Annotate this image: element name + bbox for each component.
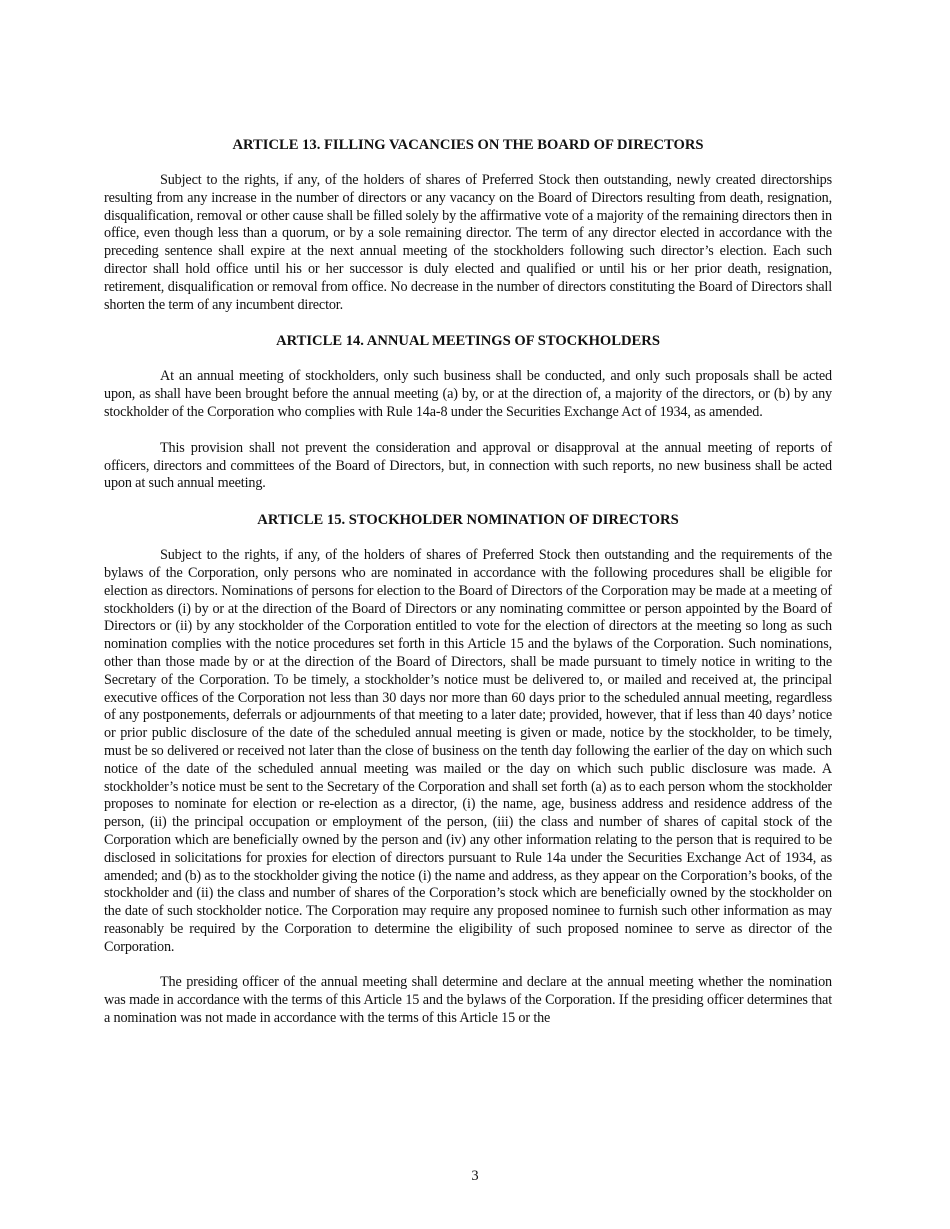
article-15-heading: ARTICLE 15. STOCKHOLDER NOMINATION OF DIRECTORS xyxy=(257,512,679,529)
article-15-paragraph-2: The presiding officer of the annual meeting shall determine and declare at the annual meeting whether the nomination was made in accordance with the terms of this Article 15 and the bylaws of the Corporation. If the presiding officer determines that a nomination was not made in accordance with the terms of this Article 15 or the xyxy=(104,974,832,1027)
article-13-paragraph-1: Subject to the rights, if any, of the holders of shares of Preferred Stock then outstanding, newly created directorships resulting from any increase in the number of directors or any vacancy on the Board of Directors resulting from death, resignation, disqualification, removal or other cause shall be filled solely by the affirmative vote of a majority of the remaining directors then in office, even though less than a quorum, or by a sole remaining director. The term of any director elected in accordance with the preceding sentence shall expire at the next annual meeting of the stockholders following such director’s election. Each such director shall hold office until his or her successor is duly elected and qualified or until his or her prior death, resignation, retirement, disqualification or removal from office. No decrease in the number of directors constituting the Board of Directors shall shorten the term of any incumbent director. xyxy=(104,172,832,313)
document-body xyxy=(104,136,832,1046)
article-14-heading: ARTICLE 14. ANNUAL MEETINGS OF STOCKHOLDERS xyxy=(276,333,660,350)
article-14-paragraph-2: This provision shall not prevent the consideration and approval or disapproval at the annual meeting of reports of officers, directors and committees of the Board of Directors, but, in connection with such reports, no new business shall be acted upon at such annual meeting. xyxy=(104,439,832,492)
article-13-heading: ARTICLE 13. FILLING VACANCIES ON THE BOARD OF DIRECTORS xyxy=(232,137,704,153)
page-number: 3 xyxy=(471,1168,479,1184)
article-15-paragraph-1: Subject to the rights, if any, of the holders of shares of Preferred Stock then outstanding and the requirements of the bylaws of the Corporation, only persons who are nominated in accordance with the following procedures shall be eligible for election as directors. Nominations of persons for election to the Board of Directors of the Corporation may be made at a meeting of stockholders (i) by or at the direction of the Board of Directors or any nominating committee or person appointed by the Board of Directors or (ii) by any stockholder of the Corporation entitled to vote for the election of directors at the meeting so long as such nomination complies with the notice procedures set forth in this Article 15 and the bylaws of the Corporation. Such nominations, other than those made by or at the direction of the Board of Directors, shall be made pursuant to timely notice in writing to the Secretary of the Corporation. To be timely, a stockholder’s notice must be delivered to, or mailed and received at, the principal executive offices of the Corporation not less than 30 days nor more than 60 days prior to the scheduled annual meeting, regardless of any postponements, deferrals or adjournments of that meeting to a later date; provided, however, that if less than 40 days’ notice or prior public disclosure of the date of the scheduled annual meeting is given or made, notice by the stockholder, to be timely, must be so delivered or received not later than the close of business on the tenth day following the earlier of the day on which such notice of the date of the scheduled annual meeting was mailed or the day on which such public disclosure was made. A stockholder’s notice must be sent to the Secretary of the Corporation and shall set forth (a) as to each person whom the stockholder proposes to nominate for election or re-election as a director, (i) the name, age, business address and residence address of the person, (ii) the principal occupation or employment of the person, (iii) the class and number of shares of capital stock of the Corporation which are beneficially owned by the person and (iv) any other information relating to the person that is required to be disclosed in solicitations for proxies for election of directors pursuant to Rule 14a under the Securities Exchange Act of 1934, as amended; and (b) as to the stockholder giving the notice (i) the name and address, as they appear on the Corporation’s books, of the stockholder and (ii) the class and number of shares of the Corporation’s stock which are beneficially owned by the stockholder on the date of such stockholder notice. The Corporation may require any proposed nominee to furnish such other information as may reasonably be required by the Corporation to determine the eligibility of such proposed nominee to serve as director of the Corporation. xyxy=(104,547,832,955)
article-14-paragraph-1: At an annual meeting of stockholders, only such business shall be conducted, and only such proposals shall be acted upon, as shall have been brought before the annual meeting (a) by, or at the direction of, a majority of the directors, or (b) by any stockholder of the Corporation who complies with Rule 14a-8 under the Securities Exchange Act of 1934, as amended. xyxy=(104,368,832,420)
